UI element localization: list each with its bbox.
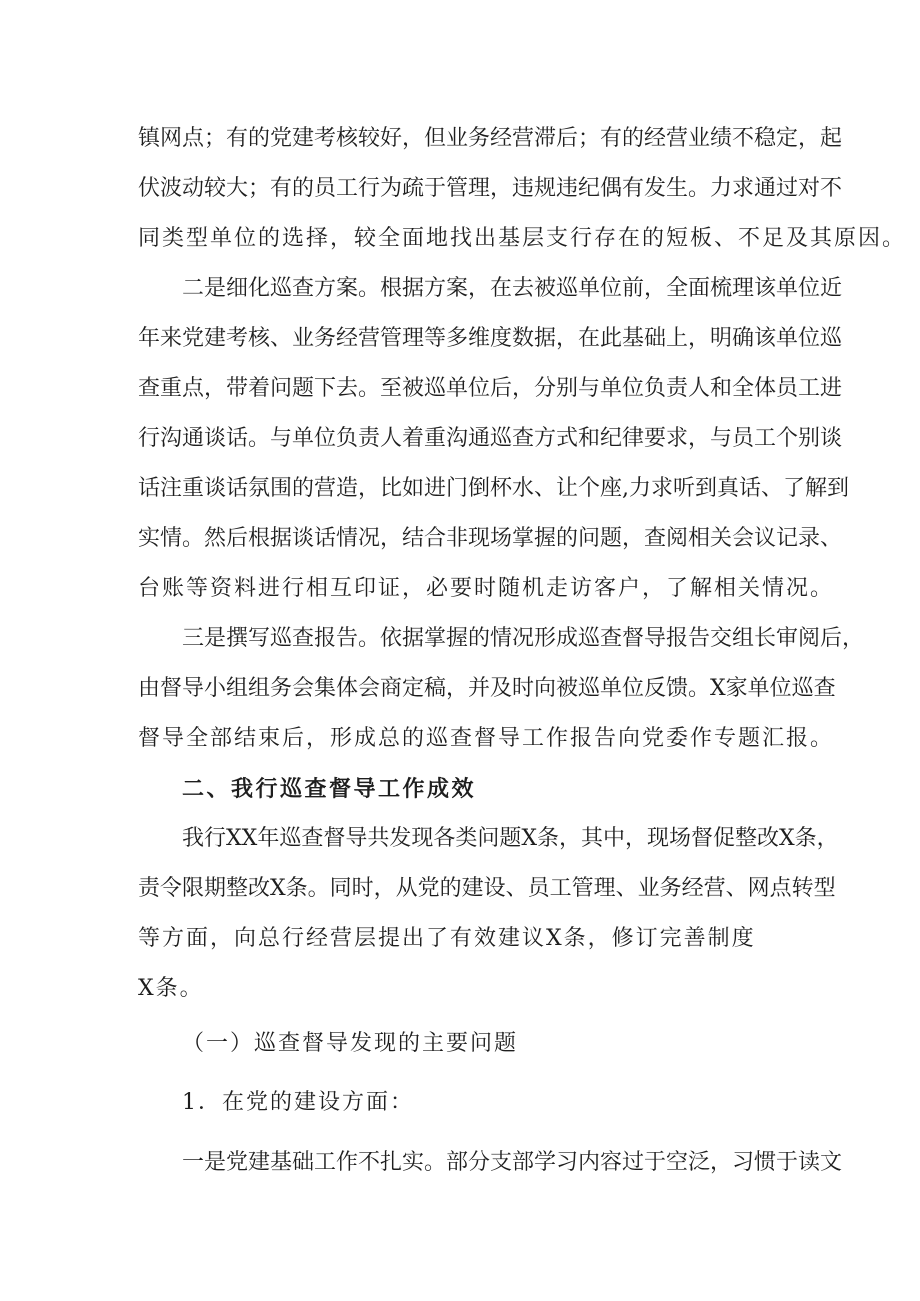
paragraph-line: 我行XX年巡查督导共发现各类问题X条，其中，现场督促整改X条， — [182, 826, 839, 851]
paragraph-line: 责令限期整改X条。同时，从党的建设、员工管理、业务经营、网点转型 — [138, 876, 836, 901]
paragraph-line: 行沟通谈话。与单位负责人着重沟通巡查方式和纪律要求，与员工个别谈 — [138, 426, 843, 451]
paragraph-line: 由督导小组组务会集体会商定稿，并及时向被巡单位反馈。X家单位巡查 — [138, 676, 836, 701]
paragraph-line: 二是细化巡查方案。根据方案，在去被巡单位前，全面梳理该单位近 — [182, 276, 843, 301]
paragraph-line: 等方面，向总行经营层提出了有效建议X条，修订完善制度 — [138, 926, 756, 951]
paragraph-line: 查重点，带着问题下去。至被巡单位后，分别与单位负责人和全体员工进 — [138, 376, 843, 401]
paragraph-line: 镇网点；有的党建考核较好，但业务经营滞后；有的经营业绩不稳定，起 — [138, 126, 843, 151]
paragraph-line: 同类型单位的选择，较全面地找出基层支行存在的短板、不足及其原因。 — [138, 226, 907, 251]
paragraph-line: 督导全部结束后，形成总的巡查督导工作报告向党委作专题汇报。 — [138, 726, 835, 751]
paragraph-line: 年来党建考核、业务经营管理等多维度数据，在此基础上，明确该单位巡 — [138, 326, 843, 351]
subsection-heading: （一）巡查督导发现的主要问题 — [182, 1031, 519, 1056]
paragraph-line: 台账等资料进行相互印证，必要时随机走访客户，了解相关情况。 — [138, 576, 835, 601]
paragraph-line: X条。 — [138, 976, 204, 1001]
paragraph-line: 话注重谈话氛围的营造，比如进门倒杯水、让个座,力求听到真话、了解到 — [138, 476, 849, 501]
paragraph-line: 伏波动较大；有的员工行为疏于管理，违规违纪偶有发生。力求通过对不 — [138, 176, 843, 201]
paragraph-line: 三是撰写巡查报告。依据掌握的情况形成巡查督导报告交组长审阅后， — [182, 626, 865, 651]
paragraph-line: 一是党建基础工作不扎实。部分支部学习内容过于空泛，习惯于读文 — [182, 1150, 843, 1175]
section-heading: 二、我行巡查督导工作成效 — [182, 776, 477, 802]
item-heading: 1．在党的建设方面： — [182, 1090, 414, 1115]
paragraph-line: 实情。然后根据谈话情况，结合非现场掌握的问题，查阅相关会议记录、 — [138, 526, 843, 551]
